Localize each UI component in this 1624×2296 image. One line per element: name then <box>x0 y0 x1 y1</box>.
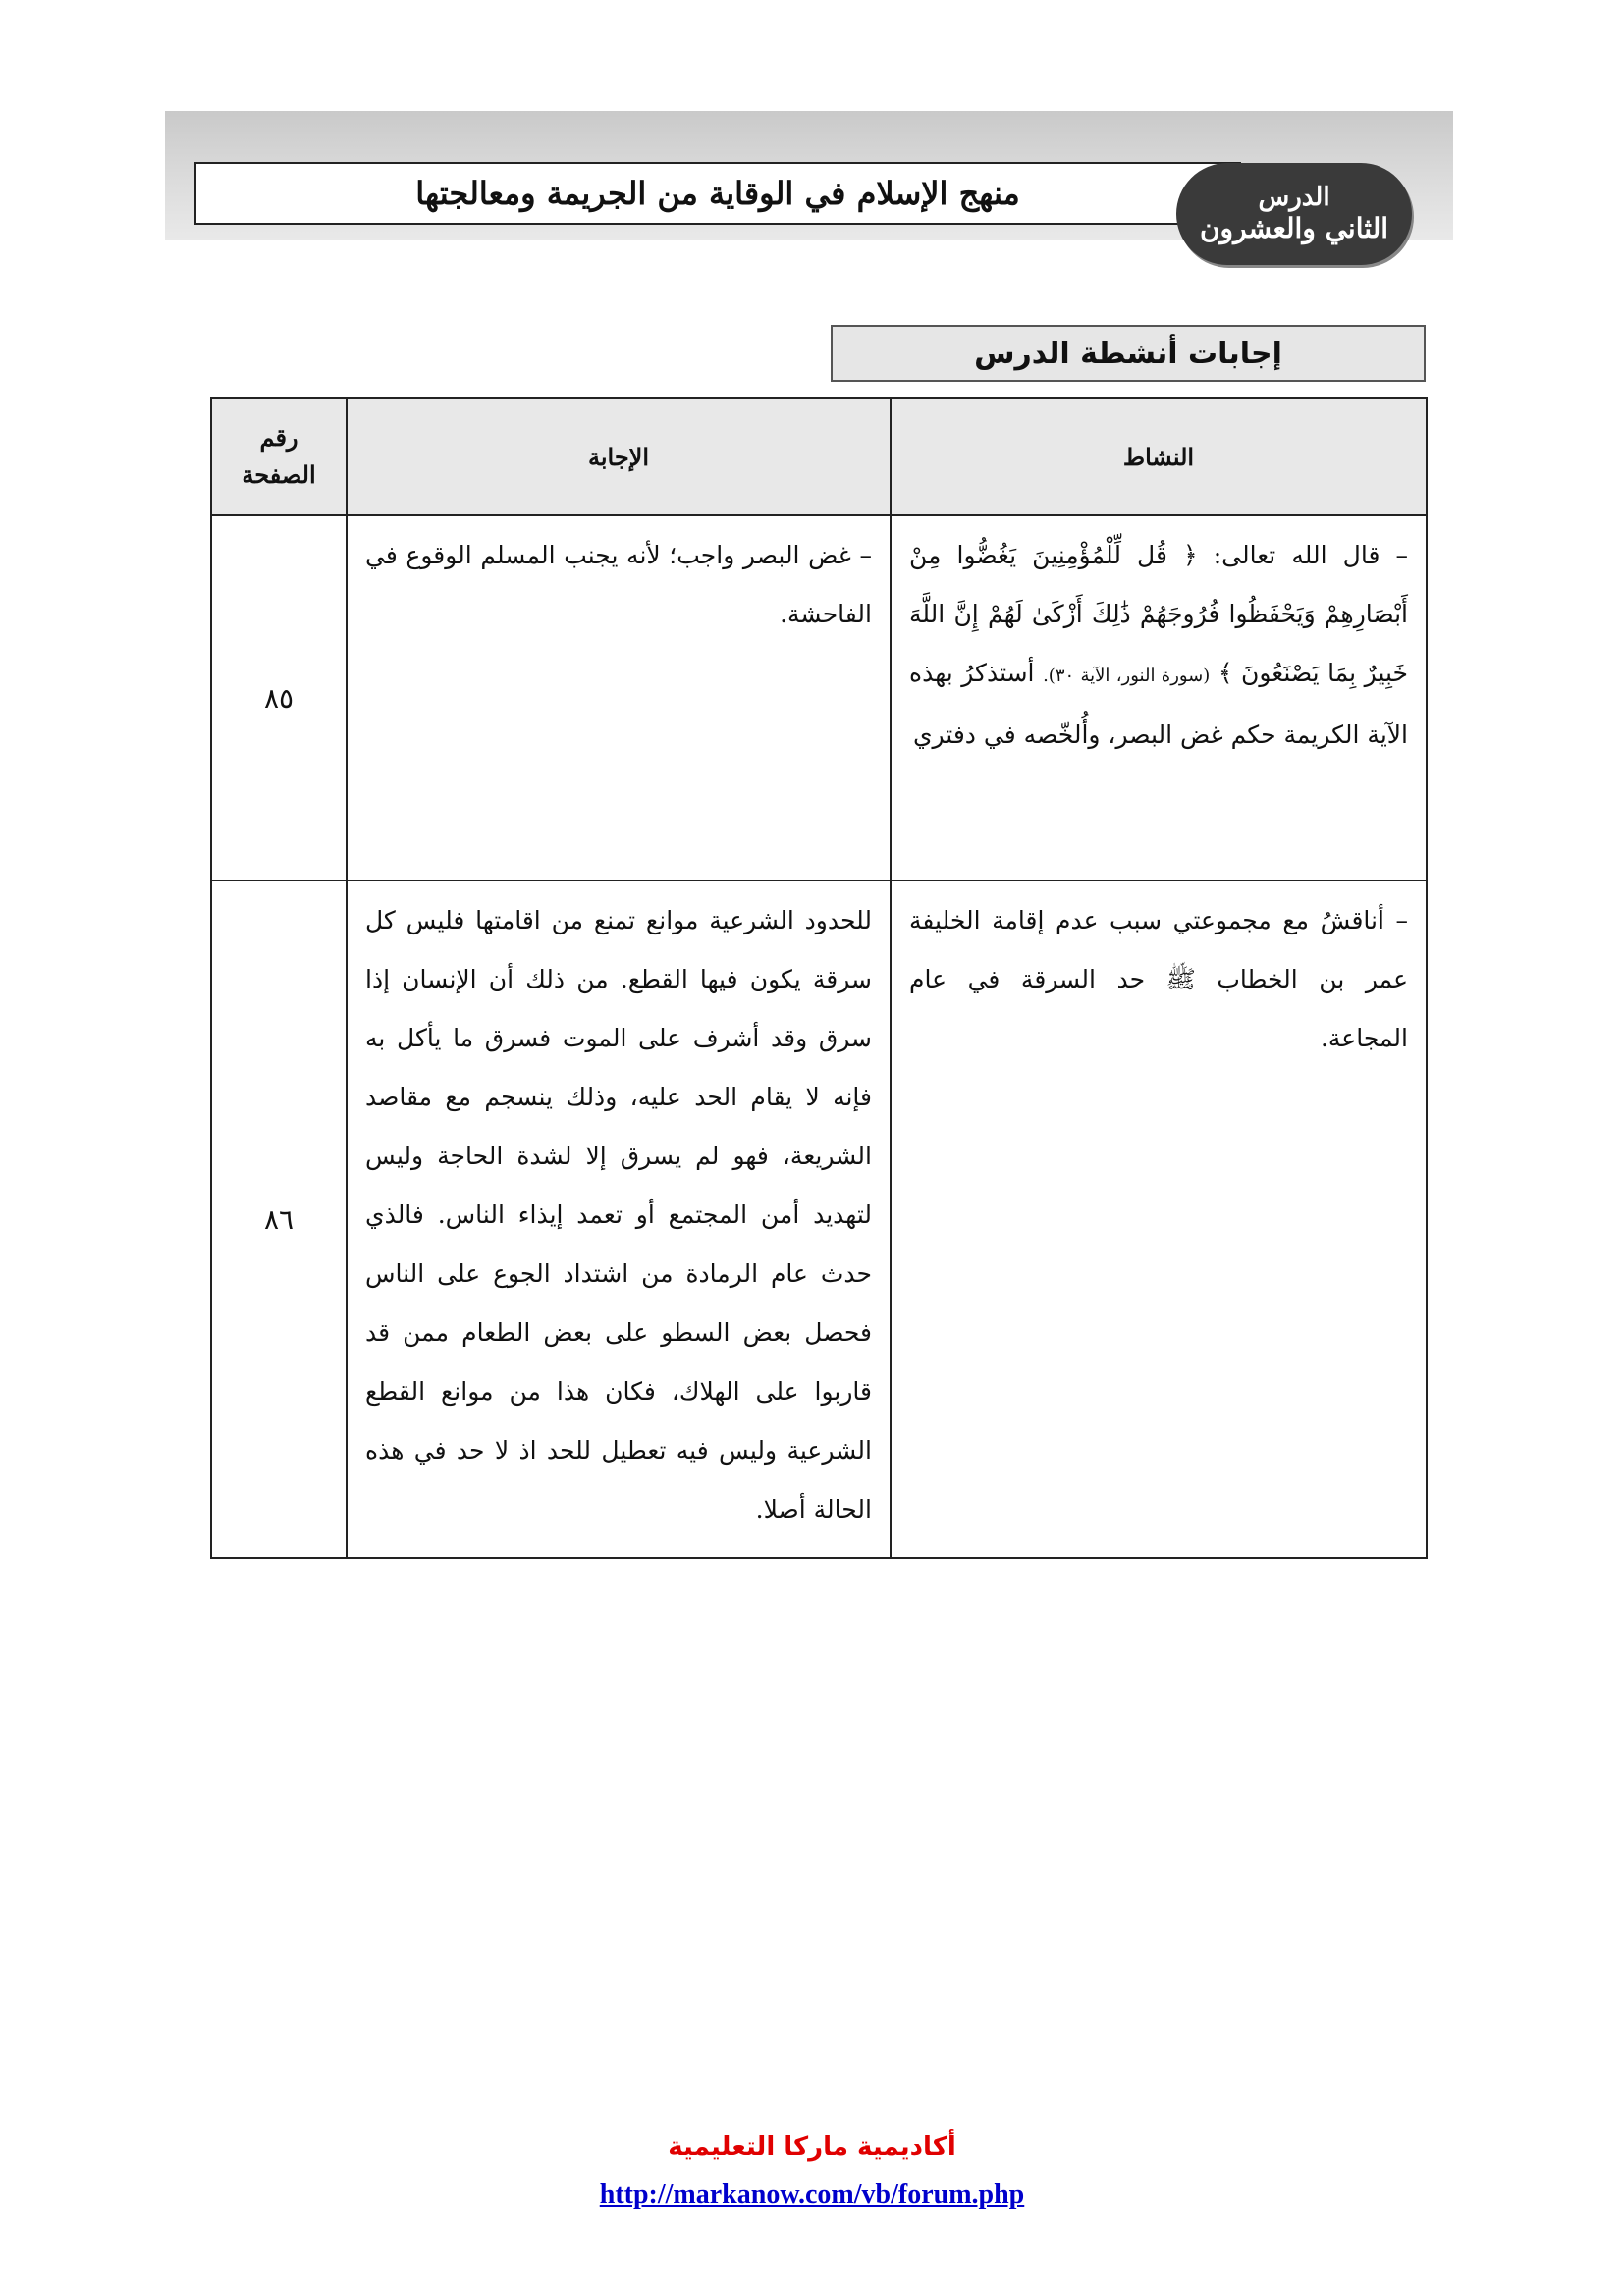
answer-text: – غض البصر واجب؛ لأنه يجنب المسلم الوقوع في الفاحشة. <box>365 541 872 628</box>
page-number: ٨٥ <box>211 515 347 881</box>
activity-instruction: أستذكرُ بهذه الآية الكريمة حكم غض البصر، وأُلخّصه في دفتري <box>909 659 1408 749</box>
activity-cell <box>891 881 1427 1558</box>
lesson-title <box>194 162 1241 225</box>
table-header-row <box>211 398 1427 515</box>
header-page-line-2: الصفحة <box>242 460 316 489</box>
section-title <box>831 325 1426 382</box>
footer-academy-name: أكاديمية ماركا التعليمية <box>668 2132 956 2162</box>
activity-cell <box>891 515 1427 881</box>
badge-line-1: الدرس <box>1258 182 1330 212</box>
footer-url <box>0 2179 1624 2211</box>
header-answer: الإجابة <box>347 398 891 515</box>
activity-text: – قال الله تعالى: ﴿ قُل لِّلْمُؤْمِنِينَ يَغُضُّوا مِنْ أَبْصَارِهِمْ وَيَحْفَظُوا فُرُوجَهُمْ ذَٰلِكَ أَزْكَىٰ لَهُمْ إِنَّ اللَّهَ خَبِيرٌ بِمَا يَصْنَعُونَ ﴾ <box>909 541 1409 687</box>
lesson-badge <box>1176 163 1412 265</box>
table-row <box>211 881 1427 1558</box>
answer-text: للحدود الشرعية موانع تمنع من اقامتها فليس كل سرقة يكون فيها القطع. من ذلك أن الإنسان إذا سرق وقد أشرف على الموت فسرق ما يأكل به فإنه لا يقام الحد عليه، وذلك ينسجم مع مقاصد الشريعة، فهو لم يسرق إلا لشدة الحاجة وليس لتهديد أمن المجتمع أو تعمد إيذاء الناس. فالذي حدث عام الرمادة من اشتداد الجوع على الناس فحصل بعض السطو على بعض الطعام ممن قد قاربوا على الهلاك، فكان هذا من موانع القطع الشرعية وليس فيه تعطيل للحد اذ لا حد في هذه الحالة أصلا. <box>365 906 872 1523</box>
badge-line-2: الثاني والعشرون <box>1199 211 1389 244</box>
header-page <box>211 398 347 515</box>
table-row <box>211 515 1427 881</box>
answer-cell <box>347 515 891 881</box>
answer-cell <box>347 881 891 1558</box>
header-page-line-1: رقم <box>259 422 298 452</box>
forum-link[interactable]: http://markanow.com/vb/forum.php <box>599 2179 1025 2210</box>
section-title-text: إجابات أنشطة الدرس <box>974 336 1282 371</box>
header-activity: النشاط <box>891 398 1427 515</box>
activities-table <box>210 397 1428 1559</box>
activity-reference: (سورة النور، الآية ٣٠). <box>1043 666 1211 686</box>
activity-text: – أناقشُ مع مجموعتي سبب عدم إقامة الخليفة عمر بن الخطاب ﷺ حد السرقة في عام المجاعة. <box>909 906 1408 1052</box>
page-number: ٨٦ <box>211 881 347 1558</box>
lesson-title-text: منهج الإسلام في الوقاية من الجريمة ومعالجتها <box>415 175 1020 212</box>
